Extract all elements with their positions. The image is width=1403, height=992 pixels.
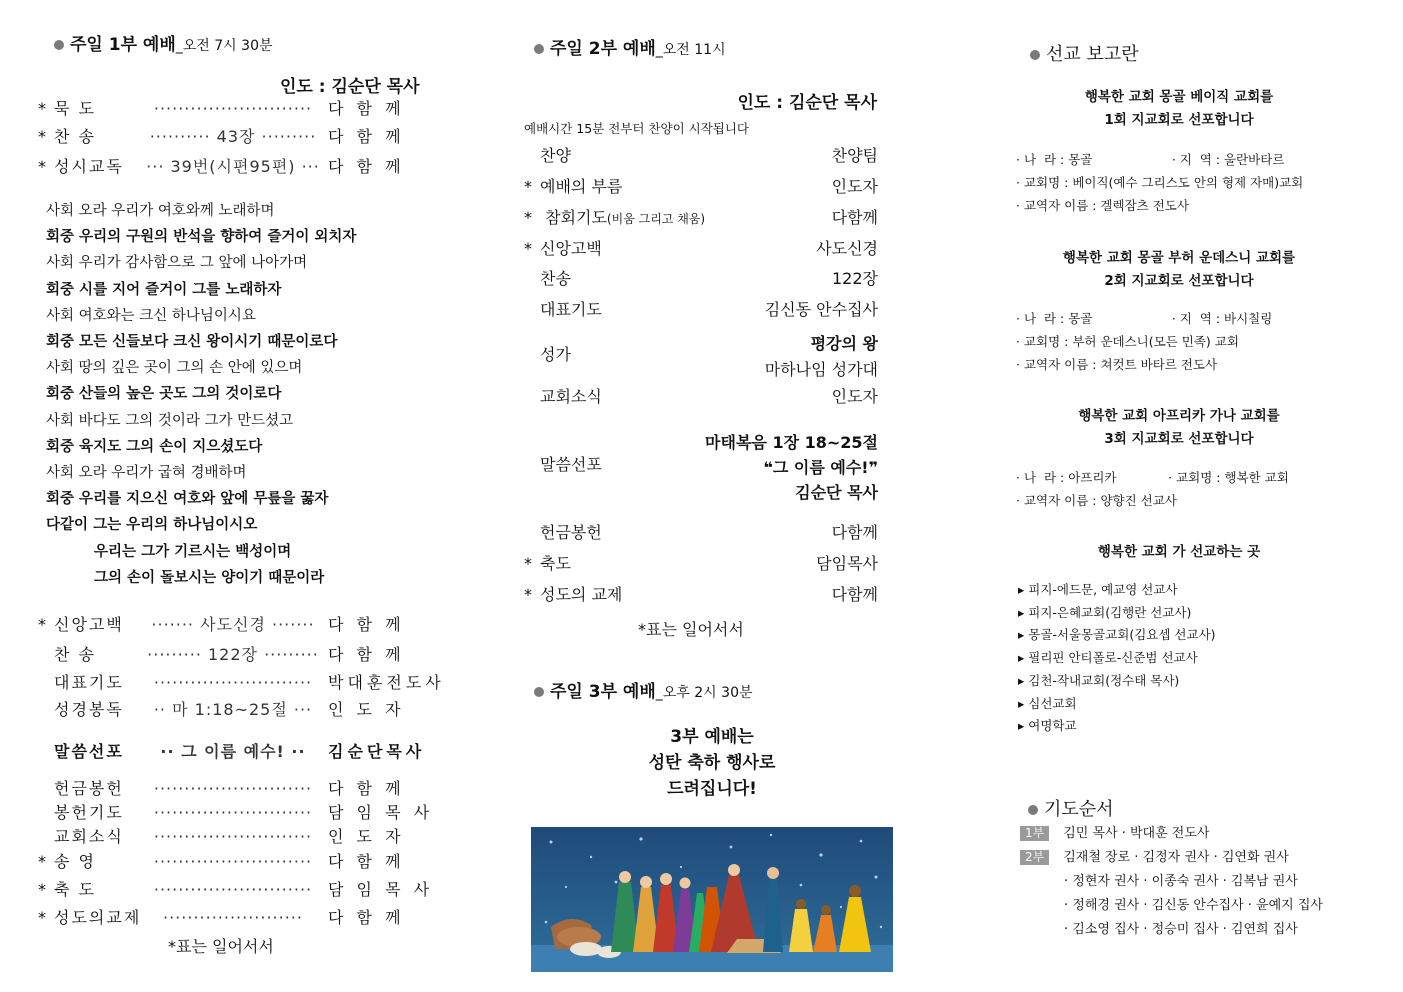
service3-notice [531, 724, 893, 802]
stand-mark: * [524, 177, 532, 196]
mission-place: ▸ 필리핀 안티폴로-신준범 선교사 [1018, 650, 1198, 666]
prayer-row [1020, 825, 1209, 842]
stand-mark: * [38, 880, 46, 899]
order-detail: ········· 122장 ········· [147, 645, 319, 664]
mission-place: ▸ 김천-작내교회(정수태 목사) [1018, 672, 1180, 688]
mission-detail: · 나 라 : 몽골 · 지 역 : 바시칠링 [1016, 311, 1273, 326]
order-item [38, 615, 428, 635]
order-item [524, 300, 878, 321]
order-value: 인 도 자 [328, 827, 405, 846]
reading-line: 사회 땅의 깊은 곳이 그의 손 안에 있으며 [46, 360, 303, 377]
order-label: 축 도 [54, 880, 96, 899]
order-item [38, 779, 428, 799]
order-detail: ·························· [153, 99, 313, 118]
news-label: 교회소식 [540, 387, 602, 406]
reading-line: 회중 모든 신들보다 크신 왕이시기 때문이로다 [46, 334, 338, 350]
mission-place: ▸ 심선교회 [1018, 695, 1077, 711]
order-value: 다 함 께 [328, 645, 405, 664]
order-detail: ·························· [153, 673, 313, 692]
service-tag: 2부 [1020, 850, 1049, 865]
order-item [38, 673, 445, 693]
order-item [38, 803, 434, 823]
order-value: 담임목사 [816, 554, 878, 573]
order-item [524, 177, 878, 198]
order-value: 다 함 께 [328, 852, 405, 871]
order-item [524, 146, 878, 167]
nativity-painting [531, 827, 893, 972]
reading-line: 사회 오라 우리가 여호와께 노래하며 [46, 203, 275, 219]
stand-mark: * [524, 585, 532, 604]
order-detail: ·························· [153, 803, 313, 822]
bullet-dot-icon [1028, 805, 1038, 815]
order-detail: ·························· [153, 880, 313, 899]
order-detail: ··· 39번(시편95편) ··· [146, 157, 320, 176]
service3-title-text: 주일 3부 예배 [550, 682, 656, 702]
order-item [38, 99, 428, 119]
mission-headline: 행복한 교회 몽골 부허 운데스니 교회를 [1062, 250, 1296, 266]
order-label: 묵 도 [54, 99, 96, 118]
order-item [38, 827, 428, 847]
order-detail: ······· 사도신경 ······· [151, 615, 315, 634]
mission-headline: 행복한 교회 몽골 베이직 교회를 [1084, 89, 1274, 105]
reading-line: 사회 바다도 그의 것이라 그가 만드셨고 [46, 412, 294, 429]
prayer-title [1028, 795, 1114, 821]
order-label: 성시교독 [54, 157, 124, 176]
order-item [524, 554, 878, 574]
mission-report-title-text: 선교 보고란 [1046, 44, 1139, 65]
mission-detail: · 교역자 이름 : 양향진 선교사 [1016, 493, 1177, 508]
stand-mark: * [38, 852, 46, 871]
reading-line: 사회 우리가 감사함으로 그 앞에 나아가며 [46, 255, 308, 272]
order-value: 김신동 안수집사 [764, 300, 878, 319]
order-value: 다함께 [831, 208, 878, 227]
reading-line: 회중 우리를 지으신 여호와 앞에 무릎을 꿇자 [46, 491, 329, 508]
order-detail: ·························· [153, 779, 313, 798]
order-item [38, 908, 428, 928]
bullet-dot-icon [534, 687, 544, 697]
service2-title-text: 주일 2부 예배 [550, 39, 656, 59]
reading-line: 사회 오라 우리가 굽혀 경배하며 [46, 465, 247, 481]
bullet-dot-icon [534, 44, 544, 54]
news-value: 인도자 [831, 387, 878, 406]
reading-line: 다같이 그는 우리의 하나님이시오 [46, 517, 258, 534]
reading-line: 그의 손이 돌보시는 양이기 때문이라 [94, 569, 325, 586]
order-label: 대표기도 [540, 300, 602, 319]
order-item [38, 127, 428, 147]
mission-headline: 1회 지교회로 선포합니다 [1104, 112, 1254, 128]
order-label: 봉헌기도 [54, 803, 124, 822]
anthem-label: 성가 [540, 345, 571, 364]
service3-line: 성탄 축하 행사로 [648, 753, 776, 773]
stand-mark: * [38, 157, 46, 176]
prayer-row [1064, 873, 1298, 890]
anthem-title: 평강의 왕 [810, 334, 878, 353]
order-value: 김순단목사 [328, 742, 426, 761]
sermon-passage: 마태복음 1장 18~25절 [705, 433, 878, 452]
order-label: 대표기도 [54, 673, 124, 692]
service3-title [534, 677, 753, 702]
stand-mark: * [524, 554, 532, 573]
mission-detail: · 교회명 : 베이직(예수 그리스도 안의 형제 자매)교회 [1016, 175, 1304, 190]
order-label: 찬양 [540, 146, 571, 165]
order-label: 헌금봉헌 [540, 523, 602, 542]
order-detail: ·· 마 1:18~25절 ··· [153, 700, 313, 719]
mission-headline: 2회 지교회로 선포합니다 [1104, 273, 1254, 289]
prayer-names: 김민 목사 · 박대훈 전도사 [1063, 826, 1210, 841]
order-value: 다함께 [831, 585, 878, 604]
order-label: 참회기도 [540, 208, 607, 227]
sermon-title: ❝그 이름 예수!❞ [763, 458, 878, 477]
order-label: 말씀선포 [54, 742, 124, 761]
order-value: 다 함 께 [328, 127, 405, 146]
order-value: 다 함 께 [328, 99, 405, 118]
prayer-row [1064, 897, 1323, 914]
order-label: 신앙고백 [540, 239, 602, 258]
bullet-dot-icon [54, 40, 64, 50]
reading-line: 사회 여호와는 크신 하나님이시요 [46, 307, 256, 324]
order-value: 찬양팀 [831, 146, 878, 165]
mission-place: ▸ 여명학교 [1018, 718, 1077, 734]
mission-detail: · 교역자 이름 : 겔렉잠츠 전도사 [1016, 198, 1189, 213]
service2-leader: 인도 : 김순단 목사 [737, 93, 877, 113]
nativity-illustration [531, 827, 893, 972]
order-label: 신앙고백 [54, 615, 124, 634]
order-item [38, 700, 428, 720]
order-item [38, 157, 428, 177]
order-item [524, 523, 878, 543]
order-label: 성경봉독 [54, 700, 124, 719]
reading-line: 회중 육지도 그의 손이 지으셨도다 [46, 438, 263, 455]
service2-title [534, 34, 726, 59]
stand-mark: * [38, 908, 46, 927]
prayer-row [1064, 921, 1298, 938]
order-label: 예배의 부름 [540, 177, 623, 196]
order-value: 다 함 께 [328, 157, 405, 176]
order-label: 축도 [540, 554, 571, 573]
order-detail: ·· 그 이름 예수! ·· [160, 742, 306, 761]
order-item [524, 208, 878, 229]
mission-place: ▸ 피지-에드문, 예교영 선교사 [1018, 582, 1178, 597]
prayer-names: · 정현자 권사 · 이종숙 권사 · 김복남 권사 [1064, 874, 1298, 889]
order-detail: ·········· 43장 ········· [149, 127, 317, 146]
service1-leader: 인도 : 김순단 목사 [280, 77, 420, 97]
order-value: 다 함 께 [328, 615, 405, 634]
order-detail: ·························· [153, 827, 313, 846]
prayer-names: · 김소영 집사 · 정승미 집사 · 김연희 집사 [1064, 922, 1298, 937]
order-value: 담 임 목 사 [328, 803, 434, 822]
bullet-dot-icon [1030, 50, 1040, 60]
prayer-title-text: 기도순서 [1044, 799, 1114, 820]
reading-line: 회중 우리의 구원의 반석을 향하여 즐거이 외치자 [46, 229, 357, 246]
order-label: 송 영 [54, 852, 96, 871]
mission-place: ▸ 몽골-서울몽골교회(김요셉 선교사) [1018, 627, 1216, 643]
order-value: 인도자 [831, 177, 878, 196]
order-item [524, 269, 878, 290]
sermon-label: 말씀선포 [540, 455, 602, 474]
news-row [524, 387, 878, 407]
service2-time: _오전 11시 [655, 42, 726, 58]
order-detail: ······················· [163, 908, 303, 927]
service1-title [54, 30, 273, 55]
stand-mark: * [38, 615, 46, 634]
order-item [38, 880, 434, 900]
mission-report-title [1030, 40, 1139, 66]
service3-time: _오후 2시 30분 [655, 685, 753, 701]
order-value: 담 임 목 사 [328, 880, 434, 899]
order-value: 인 도 자 [328, 700, 405, 719]
service1-title-text: 주일 1부 예배 [70, 35, 176, 55]
stand-mark: * [38, 99, 46, 118]
order-value: 다 함 께 [328, 779, 405, 798]
mission-detail: · 나 라 : 아프리카 · 교회명 : 행복한 교회 [1016, 470, 1289, 485]
stand-mark: * [524, 208, 532, 227]
order-item [38, 852, 428, 872]
anthem-choir: 마하나임 성가대 [764, 360, 878, 379]
service3-line: 드려집니다! [667, 779, 757, 799]
order-item [38, 742, 428, 762]
order-item [38, 645, 428, 665]
order-value: 122장 [832, 269, 878, 288]
support-head: 행복한 교회 가 선교하는 곳 [1097, 544, 1261, 560]
service1-time: _오전 7시 30분 [175, 38, 273, 54]
stand-mark: * [38, 127, 46, 146]
order-detail: ·························· [153, 852, 313, 871]
order-value: 다 함 께 [328, 908, 405, 927]
order-label: 찬 송 [54, 645, 96, 664]
order-label: 성도의교제 [54, 908, 142, 927]
prayer-names: 김재철 장로 · 김정자 권사 · 김연화 권사 [1063, 850, 1289, 865]
order-value: 사도신경 [816, 239, 878, 258]
mission-detail: · 교역자 이름 : 쳐컷트 바타르 전도사 [1016, 357, 1218, 372]
service3-line: 3부 예배는 [670, 727, 754, 747]
mission-detail: · 교회명 : 부허 운데스니(모든 민족) 교회 [1016, 334, 1239, 349]
service1-footnote: *표는 일어서서 [168, 937, 274, 956]
prayer-row [1020, 849, 1289, 866]
stand-mark: * [524, 239, 532, 258]
order-item [524, 239, 878, 260]
prayer-names: · 정해경 권사 · 김신동 안수집사 · 윤예지 집사 [1064, 898, 1323, 913]
service2-notice: 예배시간 15분 전부터 찬양이 시작됩니다 [524, 121, 749, 136]
order-label-note: (비움 그리고 채움) [606, 212, 706, 226]
order-label: 헌금봉헌 [54, 779, 124, 798]
mission-detail: · 나 라 : 몽골 · 지 역 : 울란바타르 [1016, 152, 1285, 167]
service-tag: 1부 [1020, 826, 1049, 841]
reading-line: 회중 산들의 높은 곳도 그의 것이로다 [46, 386, 282, 403]
reading-line: 우리는 그가 기르시는 백성이며 [94, 543, 292, 560]
reading-line: 회중 시를 지어 즐거이 그를 노래하자 [46, 281, 282, 298]
mission-headline: 행복한 교회 아프리카 가나 교회를 [1078, 408, 1280, 424]
order-item [524, 585, 878, 605]
sermon-preacher: 김순단 목사 [795, 483, 878, 502]
order-label: 성도의 교제 [540, 585, 623, 604]
order-label: 찬 송 [54, 127, 96, 146]
order-value: 박대훈전도사 [328, 673, 445, 692]
order-label: 찬송 [540, 269, 571, 288]
order-value: 다함께 [831, 523, 878, 542]
order-label: 교회소식 [54, 827, 124, 846]
mission-place: ▸ 피지-은혜교회(김행란 선교사) [1018, 604, 1192, 620]
service2-footnote: *표는 일어서서 [638, 620, 744, 639]
mission-headline: 3회 지교회로 선포합니다 [1104, 431, 1254, 447]
